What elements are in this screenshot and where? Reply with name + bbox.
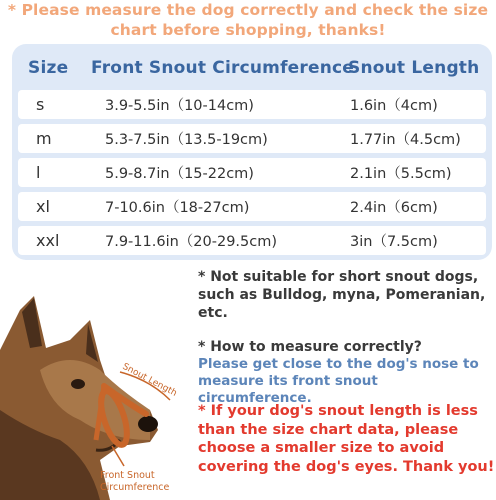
how-to-measure-title: * How to measure correctly?: [198, 339, 422, 355]
how-to-measure-body: Please get close to the dog's nose to measure its front snout circumference.: [198, 356, 479, 406]
header-snout-length: Snout Length: [348, 58, 480, 78]
table-row: [18, 158, 486, 187]
cell-size: m: [36, 129, 52, 148]
size-chart-table: [12, 44, 492, 260]
header-size: Size: [28, 58, 69, 78]
cell-length: 3in（7.5cm): [350, 234, 438, 250]
cell-length: 1.77in（4.5cm): [350, 132, 461, 148]
warning-note: * If your dog's snout length is less than the size chart data, please choose a smaller size to avoid covering the dog's eyes. Thank you!: [198, 403, 495, 475]
circumference-arrow: [112, 446, 124, 466]
front-snout-label-1: Front Snout: [100, 470, 155, 481]
snout-length-label: Snout Length: [120, 361, 179, 399]
cell-length: 2.1in（5.5cm): [350, 166, 452, 182]
header-circumference: Front Snout Circumference: [91, 58, 355, 78]
cell-size: s: [36, 95, 45, 114]
cell-length: 1.6in（4cm): [350, 98, 438, 114]
cell-circumference: 7.9-11.6in（20-29.5cm): [105, 234, 278, 250]
table-header-row: [18, 50, 486, 86]
cell-length: 2.4in（6cm): [350, 200, 438, 216]
table-row: [18, 226, 486, 255]
cell-circumference: 5.3-7.5in（13.5-19cm): [105, 132, 268, 148]
cell-circumference: 5.9-8.7in（15-22cm): [105, 166, 254, 182]
cell-size: xxl: [36, 231, 60, 250]
cell-circumference: 3.9-5.5in（10-14cm): [105, 98, 254, 114]
not-suitable-note: * Not suitable for short snout dogs, such as Bulldog, myna, Pomeranian, etc.: [198, 269, 486, 321]
front-snout-label-2: Circumference: [100, 482, 170, 493]
table-row: [18, 90, 486, 119]
table-row: [18, 124, 486, 153]
dog-muzzle-illustration: [0, 290, 198, 500]
cell-size: l: [36, 163, 41, 182]
cell-circumference: 7-10.6in（18-27cm): [105, 200, 250, 216]
top-note: * Please measure the dog correctly and check the size chart before shopping, thanks!: [7, 1, 489, 39]
table-row: [18, 192, 486, 221]
cell-size: xl: [36, 197, 50, 216]
